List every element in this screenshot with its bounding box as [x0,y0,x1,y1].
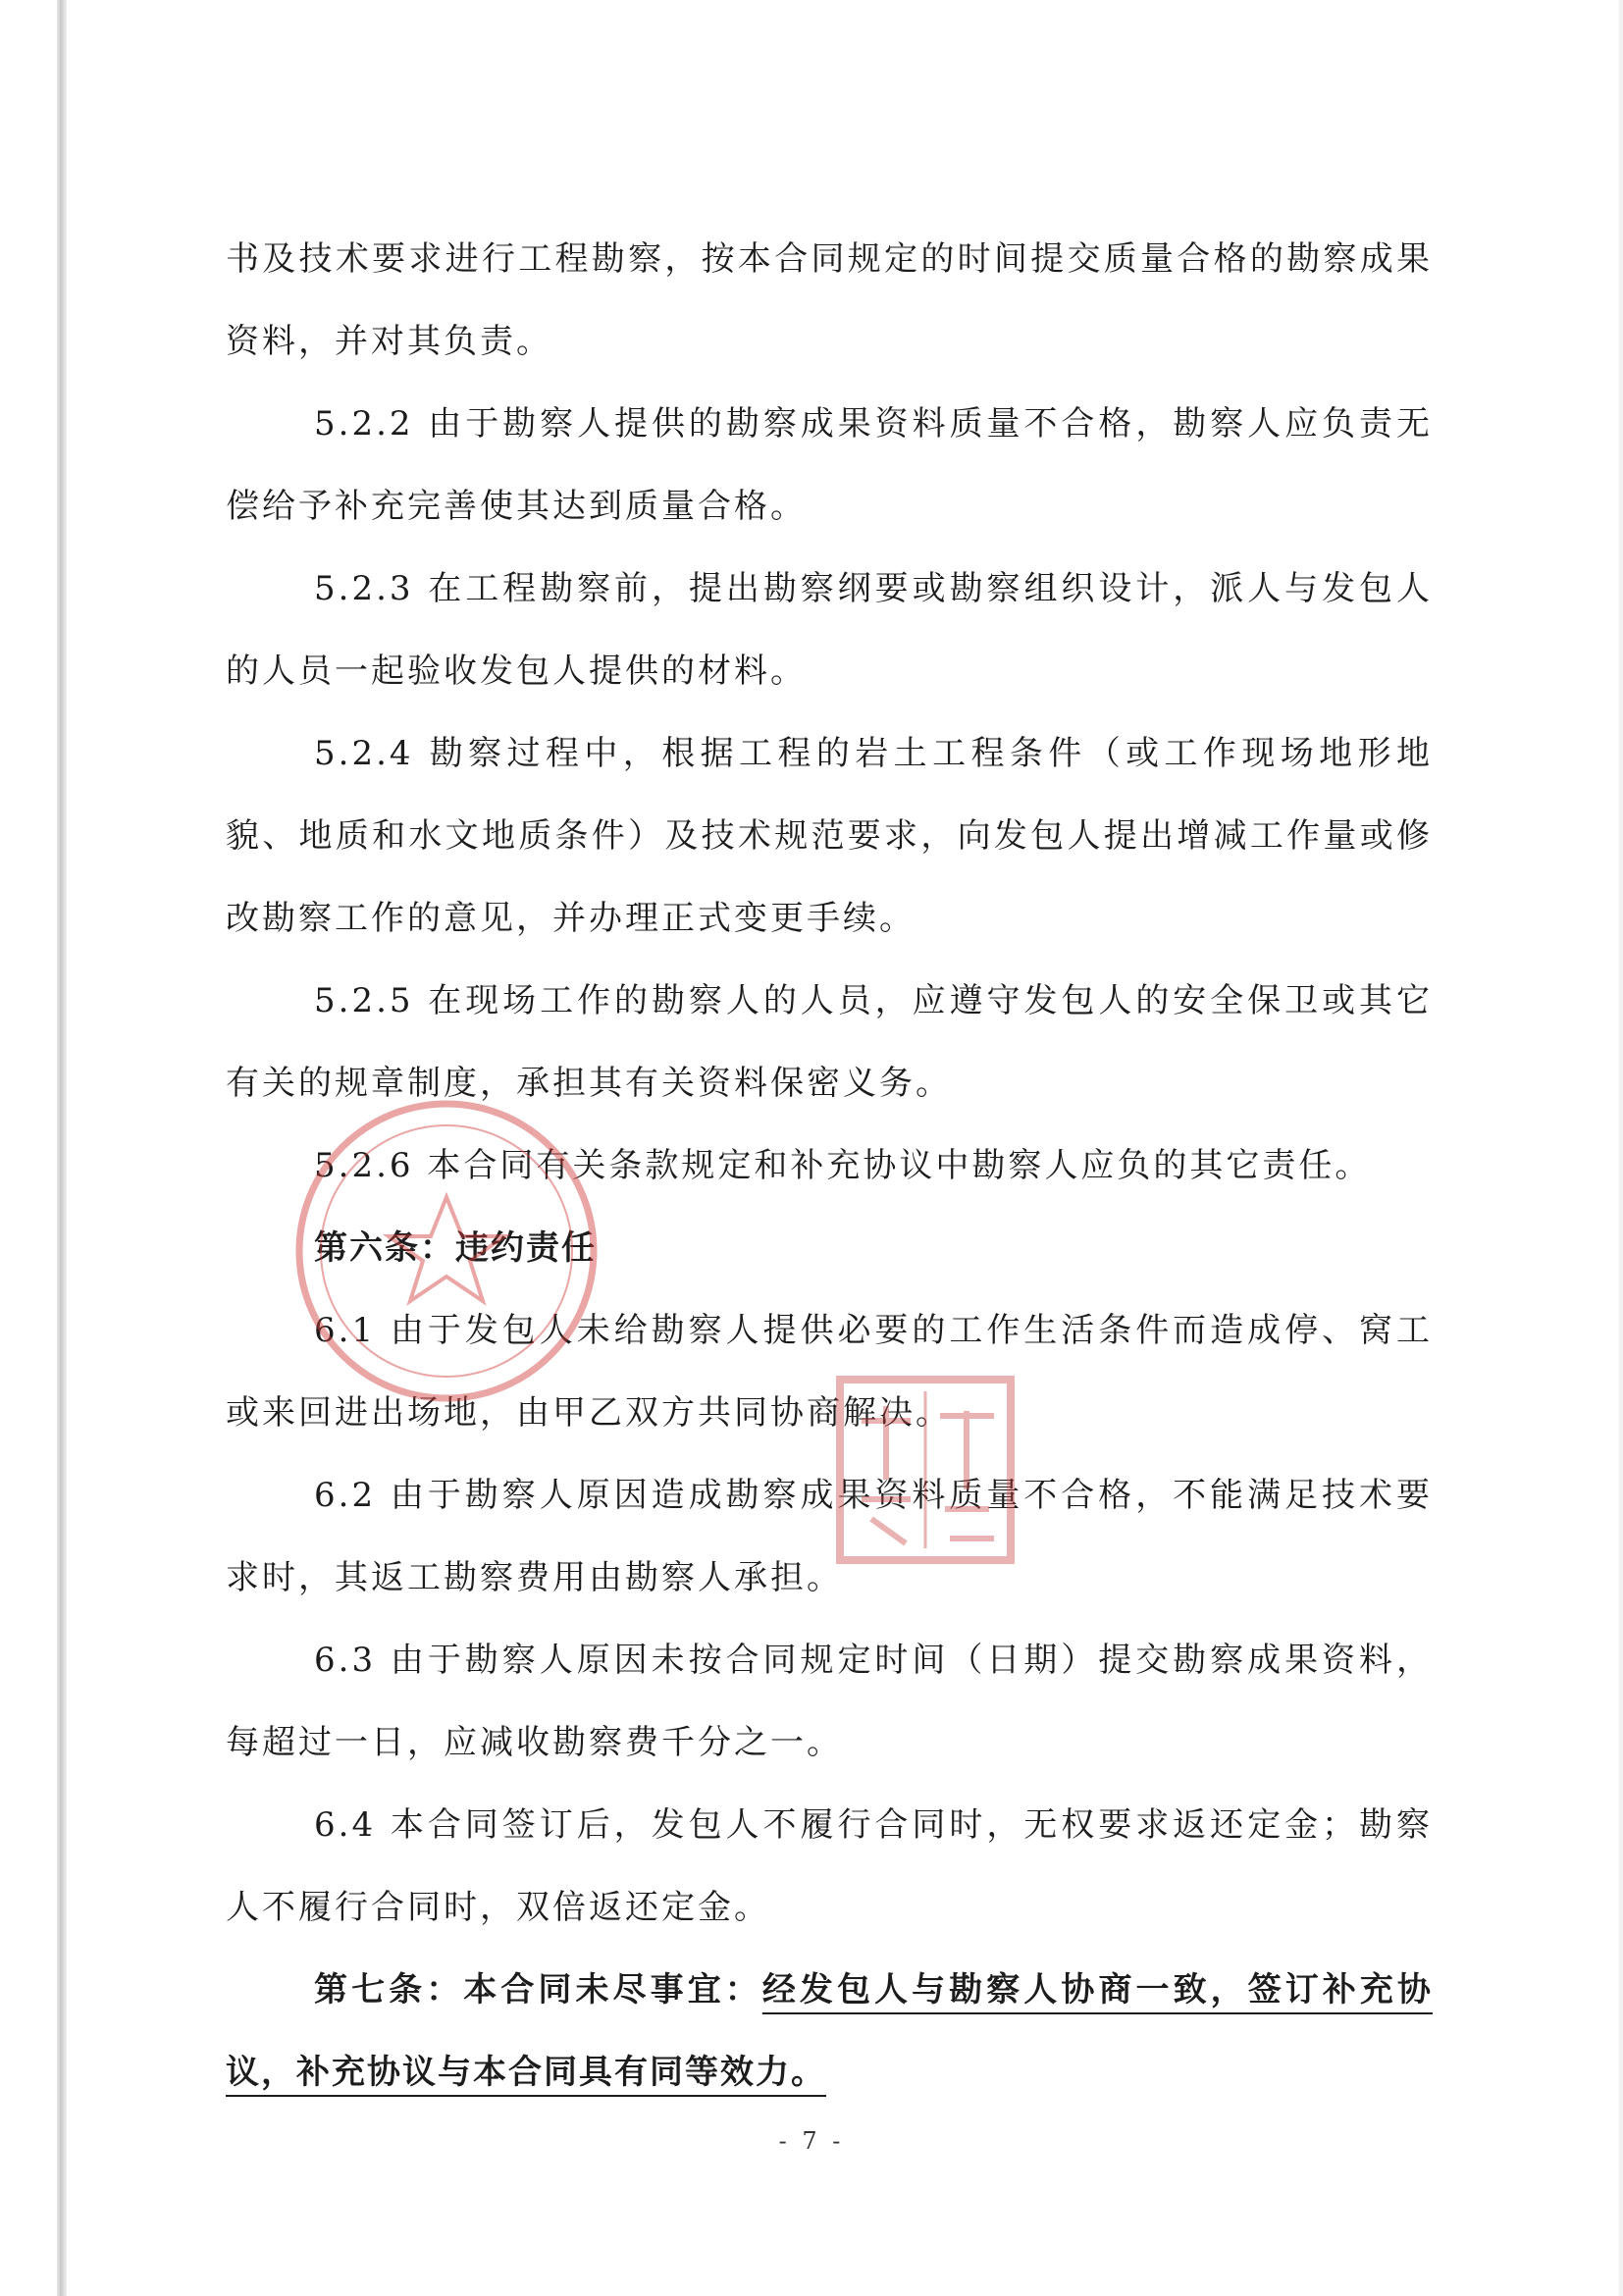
clause-5-2-6: 5.2.6 本合同有关条款规定和补充协议中勘察人应负的其它责任。 [314,1146,1372,1185]
clause-6-2: 6.2 由于勘察人原因造成勘察成果资料质量不合格，不能满足技术要求时，其返工勘察费用由勘察人承担。 [226,1476,1433,1597]
article-7-heading: 第七条：本合同未尽事宜： [314,1970,762,2009]
article-7 [226,1949,1433,2113]
article-7-underlined-text: 经发包人与勘察人协商一致，签订补充协议，补充协议与本合同具有同等效力。 [226,1970,1433,2092]
page-number: - 7 - [778,2127,845,2155]
clause-5-2-5: 5.2.5 在现场工作的勘察人的人员，应遵守发包人的安全保卫或其它有关的规章制度，承担其有关资料保密义务。 [226,981,1433,1103]
scan-edge-right [1619,0,1623,2296]
paragraph-continuation: 书及技术要求进行工程勘察，按本合同规定的时间提交质量合格的勘察成果资料，并对其负责。 [226,239,1433,361]
clause-6-1: 6.1 由于发包人未给勘察人提供必要的工作生活条件而造成停、窝工或来回进出场地，由甲乙双方共同协商解决。 [226,1311,1433,1433]
article-6-heading: 第六条：违约责任 [314,1228,597,1268]
clause-5-2-3: 5.2.3 在工程勘察前，提出勘察纲要或勘察组织设计，派人与发包人的人员一起验收发包人提供的材料。 [226,569,1433,691]
clause-5-2-2: 5.2.2 由于勘察人提供的勘察成果资料质量不合格，勘察人应负责无偿给予补充完善使其达到质量合格。 [226,404,1433,526]
document-body [226,218,1433,2113]
clause-5-2-4: 5.2.4 勘察过程中，根据工程的岩土工程条件（或工作现场地形地貌、地质和水文地质条件）及技术规范要求，向发包人提出增减工作量或修改勘察工作的意见，并办理正式变更手续。 [226,734,1433,938]
clause-6-4: 6.4 本合同签订后，发包人不履行合同时，无权要求返还定金；勘察人不履行合同时，双倍返还定金。 [226,1805,1433,1927]
scan-edge-left [57,0,67,2296]
clause-6-3: 6.3 由于勘察人原因未按合同规定时间（日期）提交勘察成果资料，每超过一日，应减收勘察费千分之一。 [226,1641,1433,1762]
